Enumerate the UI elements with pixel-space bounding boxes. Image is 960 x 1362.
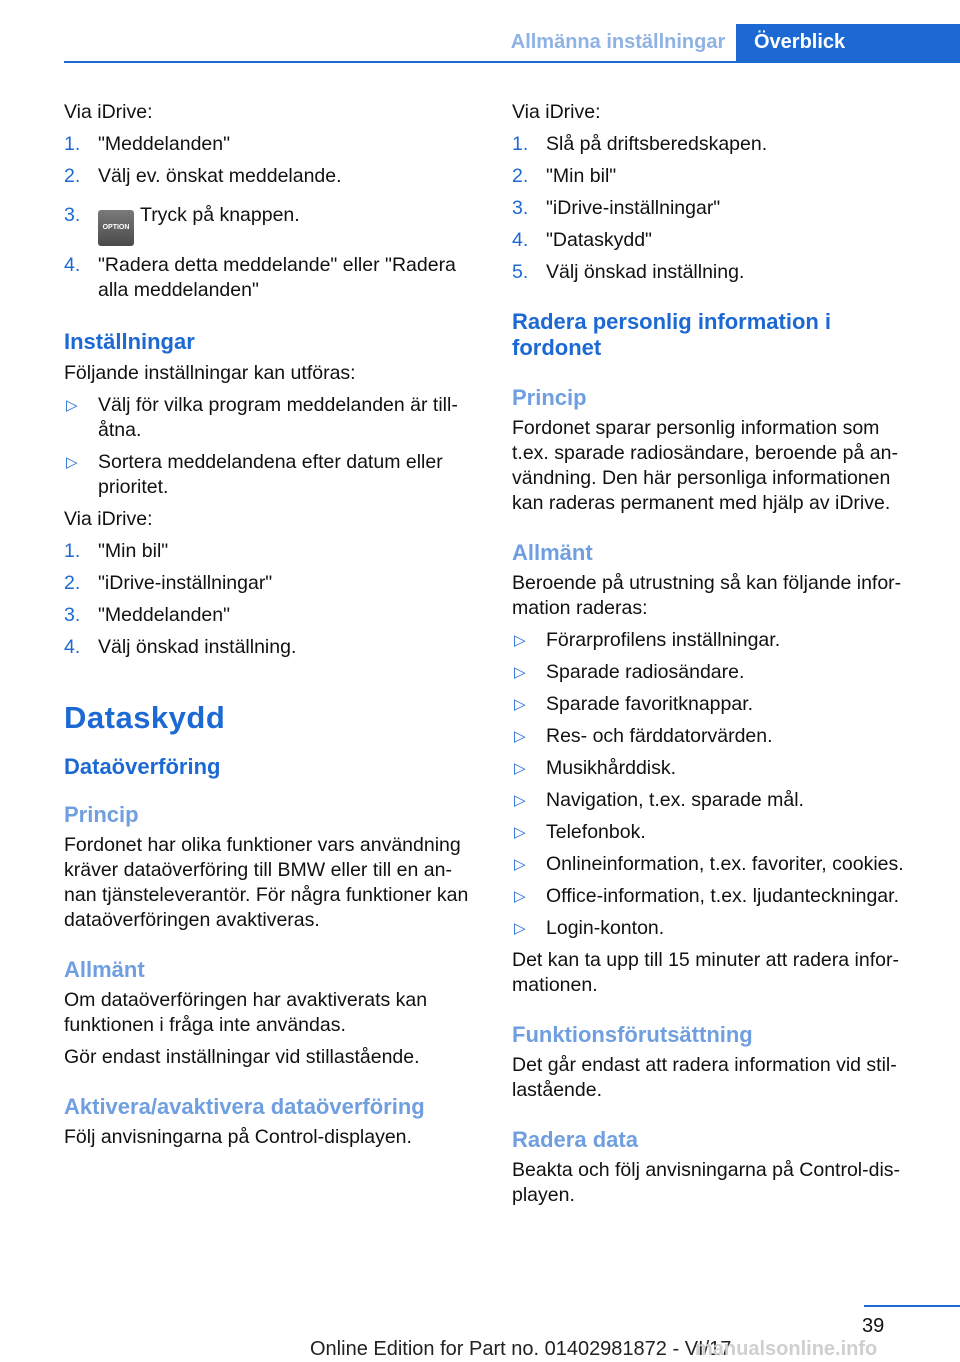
bullet-text: Välj för vilka program meddelanden är till‐åtna. [98,394,458,441]
triangle-bullet-icon: ▷ [514,792,526,809]
list-item [64,450,482,500]
footer-rule [864,1305,960,1307]
delete-personal-info-heading: Radera personlig information i fordonet [512,309,832,360]
step-number: 1. [512,133,529,155]
list-item [512,692,914,717]
duration-text: Det kan ta upp till 15 minuter att radera infor‐mationen. [512,949,899,996]
triangle-bullet-icon: ▷ [514,696,526,713]
steps-list-privacy [512,132,914,285]
step-text: "Dataskydd" [546,229,652,251]
step-number: 2. [64,572,81,594]
step-number: 4. [512,229,529,251]
triangle-bullet-icon: ▷ [514,632,526,649]
triangle-bullet-icon: ▷ [514,920,526,937]
edition-text: Online Edition for Part no. 01402981872 - VI/17 [310,1338,732,1360]
step-text: Välj önskad inställning. [546,261,745,283]
bullet-text: Login-konton. [546,917,665,939]
activate-heading: Aktivera/avaktivera dataöverföring [64,1094,425,1119]
step-number: 4. [64,636,81,658]
list-item [64,164,482,189]
step-text: "Min bil" [546,165,617,187]
settings-intro: Följande inställningar kan utföras: [64,362,356,384]
list-item [512,884,914,909]
step-text: Tryck på knappen. [140,204,300,226]
list-item [64,132,482,157]
step-number: 5. [512,261,529,283]
step-text: "iDrive-inställningar" [98,572,273,594]
triangle-bullet-icon: ▷ [66,397,78,414]
triangle-bullet-icon: ▷ [514,728,526,745]
list-item [512,852,914,877]
list-item [512,228,914,253]
step-text: Slå på driftsberedskapen. [546,133,768,155]
step-text: Välj ev. önskat meddelande. [98,165,342,187]
general-text: Beroende på utrustning så kan följande infor‐mation raderas: [512,572,902,619]
list-item [512,628,914,653]
step-text: "iDrive-inställningar" [546,197,721,219]
step-text: "Meddelanden" [98,133,231,155]
activate-text: Följ anvisningarna på Control-displayen. [64,1126,412,1148]
general-text: Om dataöverföringen har avaktiverats kan funktionen i fråga inte användas. [64,989,428,1036]
bullet-text: Musikhårddisk. [546,757,677,779]
triangle-bullet-icon: ▷ [514,760,526,777]
bullet-text: Res- och färddatorvärden. [546,725,773,747]
triangle-bullet-icon: ▷ [514,824,526,841]
list-item [512,260,914,285]
general-text-2: Gör endast inställningar vid stillastående. [64,1046,420,1068]
bullet-text: Förarprofilens inställningar. [546,629,781,651]
step-number: 2. [64,165,81,187]
prerequisite-text: Det går endast att radera information vid stil‐lastående. [512,1054,897,1101]
list-item [512,164,914,189]
list-item [64,539,482,564]
bullet-text: Telefonbok. [546,821,646,843]
step-number: 4. [64,254,81,276]
step-number: 1. [64,133,81,155]
step-number: 3. [64,204,81,226]
settings-bullets [64,393,482,500]
list-item [512,820,914,845]
list-item [512,196,914,221]
step-text: "Meddelanden" [98,604,231,626]
steps-list-messages [64,132,482,303]
prerequisite-heading: Funktionsförutsättning [512,1022,753,1047]
via-idrive-label: Via iDrive: [512,101,601,123]
settings-heading: Inställningar [64,329,195,354]
list-item [64,253,482,303]
principle-heading: Princip [512,385,587,410]
via-idrive-label: Via iDrive: [64,101,153,123]
bullet-text: Sparade radiosändare. [546,661,745,683]
list-item [512,132,914,157]
principle-text: Fordonet sparar personlig information som t.ex. sparade radiosändare, beroende på an‐vändning. Den här personliga informationen kan raderas permanent med hjälp av iDrive. [512,417,898,514]
tab-overview[interactable] [736,24,960,63]
list-item [64,203,482,246]
list-item [512,660,914,685]
bullet-text: Office-information, t.ex. ljudanteckningar. [546,885,899,907]
triangle-bullet-icon: ▷ [514,856,526,873]
erase-data-heading: Radera data [512,1127,638,1152]
general-heading: Allmänt [512,540,593,565]
page-number: 39 [862,1315,885,1337]
list-item [512,724,914,749]
right-column [512,100,914,1208]
list-item [64,635,482,660]
dataskydd-heading: Dataskydd [64,700,226,735]
bullet-text: Sparade favoritknappar. [546,693,754,715]
step-number: 3. [64,604,81,626]
bullet-text: Onlineinformation, t.ex. favoriter, cookies. [546,853,904,875]
principle-text: Fordonet har olika funktioner vars användning kräver dataöverföring till BMW eller till en an‐nan tjänsteleverantör. För några funktioner kan dataöverföringen avaktiveras. [64,834,469,931]
via-idrive-label: Via iDrive: [64,508,153,530]
principle-heading: Princip [64,802,139,827]
watermark: manualsonline.info [695,1338,878,1360]
steps-list-settings [64,539,482,660]
triangle-bullet-icon: ▷ [514,664,526,681]
step-text: "Min bil" [98,540,169,562]
data-transfer-heading: Dataöverföring [64,754,221,779]
bullet-text: Sortera meddelandena efter datum eller prioritet. [98,451,443,498]
list-item [64,603,482,628]
list-item [512,756,914,781]
step-text: "Radera detta meddelande" eller "Radera alla meddelanden" [98,254,456,301]
list-item [64,393,482,443]
triangle-bullet-icon: ▷ [514,888,526,905]
list-item [512,788,914,813]
step-number: 3. [512,197,529,219]
section-title: Allmänna inställningar [510,31,726,53]
list-item [512,916,914,941]
option-button-icon: OPTION [98,210,134,246]
step-number: 1. [64,540,81,562]
bullet-text: Navigation, t.ex. sparade mål. [546,789,804,811]
general-heading: Allmänt [64,957,145,982]
erase-data-text: Beakta och följ anvisningarna på Control-dis‐playen. [512,1159,901,1206]
tab-overview-label: Överblick [754,31,846,53]
triangle-bullet-icon: ▷ [66,454,78,471]
header-rule [64,61,960,63]
list-item [64,571,482,596]
step-number: 2. [512,165,529,187]
deletable-info-bullets [512,628,914,941]
left-column [64,100,482,1150]
step-text: Välj önskad inställning. [98,636,297,658]
